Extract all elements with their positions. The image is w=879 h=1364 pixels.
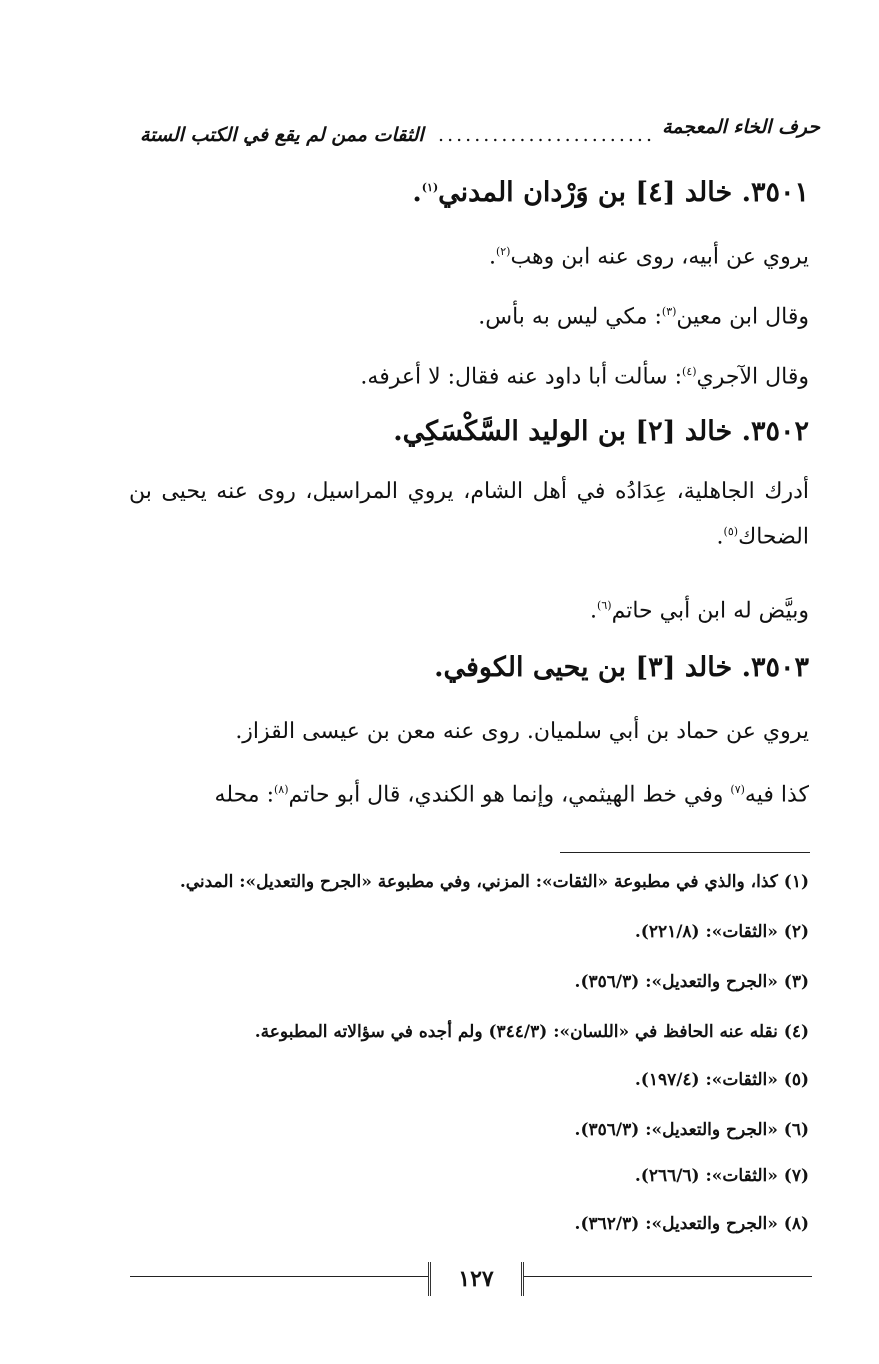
footnote-ref: (١) [421,181,439,194]
entry-paragraph [489,234,809,275]
paragraph-text-end: : سألت أبا داود عنه فقال: لا أعرفه. [360,364,683,390]
paragraph-text-end: : محله [214,782,274,808]
paragraph-text: أدرك الجاهلية، عِدَادُه في أهل الشام، يروي المراسيل، روى عنه يحيى بن الضحاك [129,479,809,550]
paragraph-text: كذا فيه [744,782,809,808]
entry-heading-3501 [412,168,809,213]
entry-paragraph [129,472,809,557]
entry-paragraph [590,588,809,629]
footnote-1: (١) كذا، والذي في مطبوعة «الثقات»: المزني، وفي مطبوعة «الجرح والتعديل»: المدني. [179,872,809,892]
footnote-ref: (٥) [723,525,739,538]
entry-heading-3502 [393,412,809,452]
entry-heading-text: ٣٥٠١. خالد [٤] بن وَرْدان المدني [438,177,809,208]
paragraph-text: يروي عن حماد بن أبي سلميان. روى عنه معن بن عيسى القزاز. [235,719,809,744]
page-number: ١٢٧ [428,1262,524,1296]
entry-heading-text: ٣٥٠٣. خالد [٣] بن يحيى الكوفي. [434,652,809,683]
header-chapter-title: حرف الخاء المعجمة [662,116,820,138]
footnote-8: (٨) «الجرح والتعديل»: (٣٦٢/٣). [574,1214,809,1234]
paragraph-text-end: . [590,598,598,624]
header-book-title: الثقات ممن لم يقع في الكتب الستة [140,124,424,146]
footnote-3: (٣) «الجرح والتعديل»: (٣٥٦/٣). [574,972,809,992]
footnote-6: (٦) «الجرح والتعديل»: (٣٥٦/٣). [574,1120,809,1140]
footnote-ref: (٧) [730,783,745,796]
entry-paragraph [215,772,809,813]
entry-paragraph [360,354,809,395]
footer-rule-right [516,1276,812,1277]
footnote-5: (٥) «الثقات»: (١٩٧/٤). [634,1070,809,1090]
footer-rule-left [130,1276,430,1277]
footnote-ref: (٦) [597,599,612,612]
paragraph-text-mid: وفي خط الهيثمي، وإنما هو الكندي، قال أبو حاتم [288,782,731,808]
paragraph-text: وقال ابن معين [676,304,809,330]
entry-paragraph [235,714,809,750]
entry-paragraph [478,294,809,335]
paragraph-text-end: . [488,244,496,270]
footnote-ref: (٨) [274,783,289,796]
paragraph-text-end: : مكي ليس به بأس. [478,304,662,330]
entry-heading-end: . [412,177,422,208]
footnote-4: (٤) نقله عنه الحافظ في «اللسان»: (٣٤٤/٣) ولم أجده في سؤالاته المطبوعة. [254,1022,809,1042]
footnote-separator [560,852,810,853]
footnote-ref: (٣) [661,305,677,318]
entry-heading-text: ٣٥٠٢. خالد [٢] بن الوليد السَّكْسَكِي. [393,416,809,447]
header-dot-leader: ........................ [438,124,655,146]
paragraph-text: يروي عن أبيه، روى عنه ابن وهب [510,244,809,270]
paragraph-text: وقال الآجري [696,364,809,390]
footnote-7: (٧) «الثقات»: (٢٦٦/٦). [634,1166,809,1186]
footnote-2: (٢) «الثقات»: (٢٢١/٨). [634,922,809,942]
footnote-ref: (٢) [495,245,511,258]
footnote-ref: (٤) [682,365,697,378]
entry-heading-3503 [434,648,809,688]
paragraph-text: وبيَّض له ابن أبي حاتم [611,598,809,624]
paragraph-text-end: . [716,524,724,550]
